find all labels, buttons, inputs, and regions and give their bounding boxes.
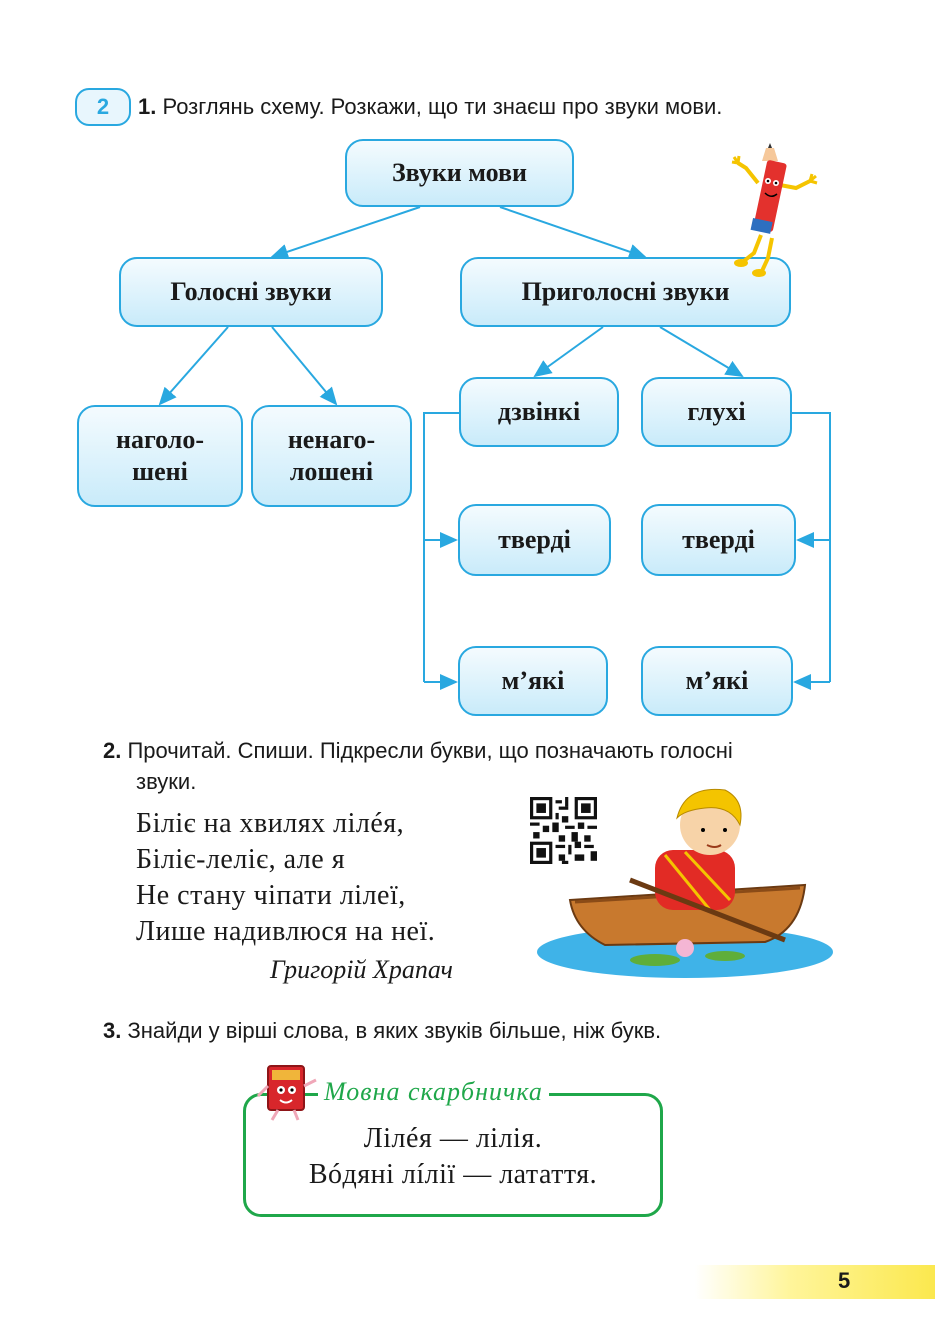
task-2-number: 2.: [103, 738, 122, 763]
task-3: [103, 1016, 661, 1046]
box-stressed: наголо- шені: [77, 405, 243, 507]
bracket-right: [792, 413, 830, 682]
box-unstressed: ненаго- лошені: [251, 405, 412, 507]
bracket-left: [424, 413, 459, 682]
box-soft-right: м’які: [641, 646, 793, 716]
pencil-mascot-illustration: [728, 143, 823, 278]
task-2: [103, 736, 833, 766]
arrow-root-vowels: [272, 207, 420, 257]
box-speech-sounds: Звуки мови: [345, 139, 574, 207]
box-voiced: дзвінкі: [459, 377, 619, 447]
box-consonants: Приголосні звуки: [460, 257, 791, 327]
box-hard-right: тверді: [641, 504, 796, 576]
arrow-vowels-stressed: [160, 327, 228, 404]
box-hard-left: тверді: [458, 504, 611, 576]
arrow-consonants-voiced: [535, 327, 603, 376]
treasury-line-2: Вóдяні лíлії — латаття.: [308, 1159, 598, 1190]
page-number: 5: [838, 1268, 851, 1293]
lesson-number-badge: 2: [75, 88, 131, 126]
treasury-line-1: Лілéя — лілія.: [363, 1123, 543, 1154]
poem-line: Біліє на хвилях лілéя,: [136, 808, 405, 839]
language-treasury-title: Мовна скарбничка: [318, 1077, 549, 1107]
poem-line: Лише надивлюся на неї.: [136, 916, 436, 947]
task-2-text-line2: звуки.: [136, 769, 197, 794]
arrow-vowels-unstressed: [272, 327, 336, 404]
box-soft-left: м’які: [458, 646, 608, 716]
arrow-root-consonants: [500, 207, 645, 257]
box-vowels: Голосні звуки: [119, 257, 383, 327]
arrow-consonants-voiceless: [660, 327, 742, 376]
poem: [136, 806, 435, 950]
boy-in-boat-illustration: [535, 780, 835, 980]
poem-line: Біліє-леліє, але я: [136, 844, 346, 875]
box-voiceless: глухі: [641, 377, 792, 447]
poem-line: Не стану чіпати лілеї,: [136, 880, 406, 911]
poem-author: Григорій Храпач: [270, 955, 453, 984]
task-1-text: Розглянь схему. Розкажи, що ти знаєш про звуки мови.: [162, 94, 723, 119]
task-2-text-line1: Прочитай. Спиши. Підкресли букви, що позначають голосні: [127, 738, 733, 763]
page-number-strip: [695, 1265, 935, 1299]
task-3-text: Знайди у вірші слова, в яких звуків більше, ніж букв.: [127, 1018, 662, 1043]
book-mascot-icon: [256, 1062, 326, 1124]
task-3-number: 3.: [103, 1018, 122, 1043]
task-1-number: 1.: [138, 94, 157, 119]
